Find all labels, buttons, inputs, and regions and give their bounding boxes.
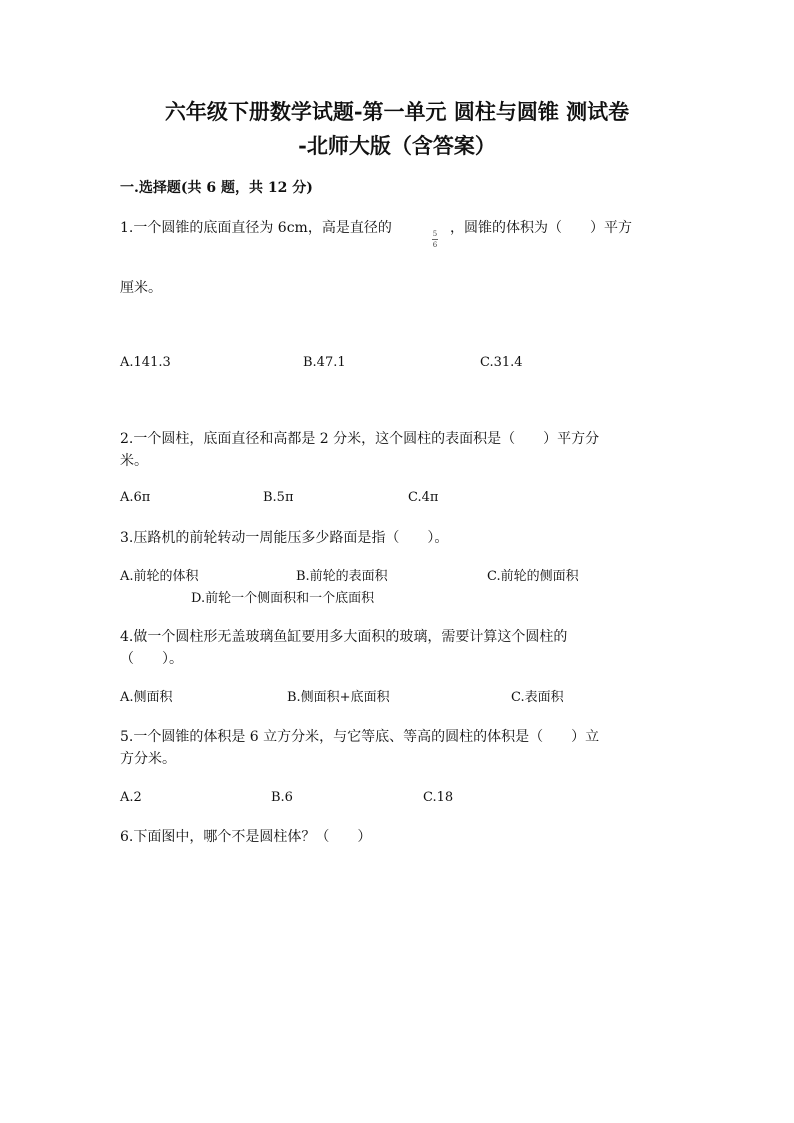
question-4-option-b[interactable]: B.侧面积+底面积 — [287, 690, 390, 705]
question-1-stem-part2: ，圆锥的体积为（ ）平方 — [450, 220, 632, 236]
question-1-option-c[interactable]: C.31.4 — [480, 355, 523, 370]
fraction-bar — [432, 239, 438, 240]
question-2-stem-line1: 2.一个圆柱，底面直径和高都是 2 分米，这个圆柱的表面积是（ ）平方分 — [120, 431, 600, 447]
question-3-option-c[interactable]: C.前轮的侧面积 — [487, 569, 579, 584]
question-5-option-c[interactable]: C.18 — [423, 790, 454, 805]
question-2-option-b[interactable]: B.5π — [263, 490, 294, 505]
section-heading: 一.选择题(共 6 题，共 12 分) — [120, 180, 313, 196]
question-3-stem-line1: 3.压路机的前轮转动一周能压多少路面是指（ ）。 — [120, 530, 449, 546]
question-4-option-c[interactable]: C.表面积 — [511, 690, 564, 705]
question-1-fraction — [432, 230, 438, 249]
fraction-denominator: 6 — [432, 241, 438, 249]
question-3-option-d[interactable]: D.前轮一个侧面积和一个底面积 — [191, 591, 375, 606]
question-5-option-a[interactable]: A.2 — [120, 790, 142, 805]
question-1-option-b[interactable]: B.47.1 — [303, 355, 346, 370]
question-2-option-c[interactable]: C.4π — [408, 490, 439, 505]
question-3-option-b[interactable]: B.前轮的表面积 — [296, 569, 388, 584]
page-title-line1: 六年级下册数学试题-第一单元 圆柱与圆锥 测试卷 — [164, 99, 630, 124]
question-1-stem-part1: 1.一个圆锥的底面直径为 6cm，高是直径的 — [120, 220, 392, 236]
question-5-option-b[interactable]: B.6 — [271, 790, 293, 805]
question-2-stem-line2: 米。 — [120, 453, 148, 469]
question-4-stem-line1: 4.做一个圆柱形无盖玻璃鱼缸要用多大面积的玻璃，需要计算这个圆柱的 — [120, 629, 568, 645]
question-6-stem-line1: 6.下面图中，哪个不是圆柱体？（ ） — [120, 829, 372, 845]
fraction-numerator: 5 — [432, 230, 438, 238]
question-4-stem-line2: （ ）。 — [120, 651, 183, 667]
question-4-option-a[interactable]: A.侧面积 — [120, 690, 173, 705]
page-title-line2: -北师大版（含答案） — [298, 133, 496, 158]
question-2-option-a[interactable]: A.6π — [120, 490, 151, 505]
question-1-stem-line2: 厘米。 — [120, 280, 162, 296]
question-1-option-a[interactable]: A.141.3 — [120, 355, 171, 370]
question-3-option-a[interactable]: A.前轮的体积 — [120, 569, 199, 584]
question-5-stem-line2: 方分米。 — [120, 751, 176, 767]
question-5-stem-line1: 5.一个圆锥的体积是 6 立方分米，与它等底、等高的圆柱的体积是（ ）立 — [120, 729, 600, 745]
